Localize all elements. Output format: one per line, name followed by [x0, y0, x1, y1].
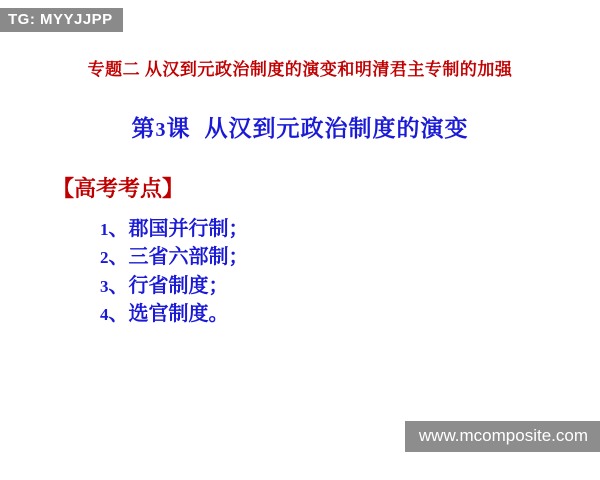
list-item-index: 3: [100, 276, 109, 296]
list-item-separator: 、: [108, 246, 129, 269]
list-item-label: 郡国并行制；: [128, 218, 249, 240]
exam-points-list: [100, 215, 249, 329]
page-title: 专题二 从汉到元政治制度的演变和明清君主专制的加强: [87, 60, 513, 79]
list-item-index: 1: [100, 220, 109, 239]
list-item-index: 4: [100, 305, 109, 325]
section-heading: 【高考考点】: [52, 176, 185, 201]
lesson-title-line: [0, 110, 600, 143]
list-item-separator: 、: [108, 218, 129, 240]
list-item-label: 行省制度；: [128, 274, 229, 297]
list-item-label: 选官制度。: [128, 303, 229, 326]
list-item: [100, 272, 249, 300]
tg-watermark-label: TG: MYYJJPP: [0, 8, 123, 32]
list-item-separator: 、: [108, 303, 129, 326]
list-item-index: 2: [100, 248, 109, 268]
lesson-title: 从汉到元政治制度的演变: [204, 116, 469, 141]
list-item-label: 三省六部制；: [128, 246, 249, 269]
list-item-separator: 、: [108, 274, 129, 297]
list-item: [100, 215, 249, 243]
lesson-prefix: 第: [131, 116, 156, 141]
lesson-suffix: 课: [166, 116, 191, 141]
list-item: [100, 243, 249, 271]
list-item: [100, 300, 249, 328]
site-watermark-label: www.mcomposite.com: [405, 421, 600, 452]
lesson-number: 3: [155, 119, 167, 141]
